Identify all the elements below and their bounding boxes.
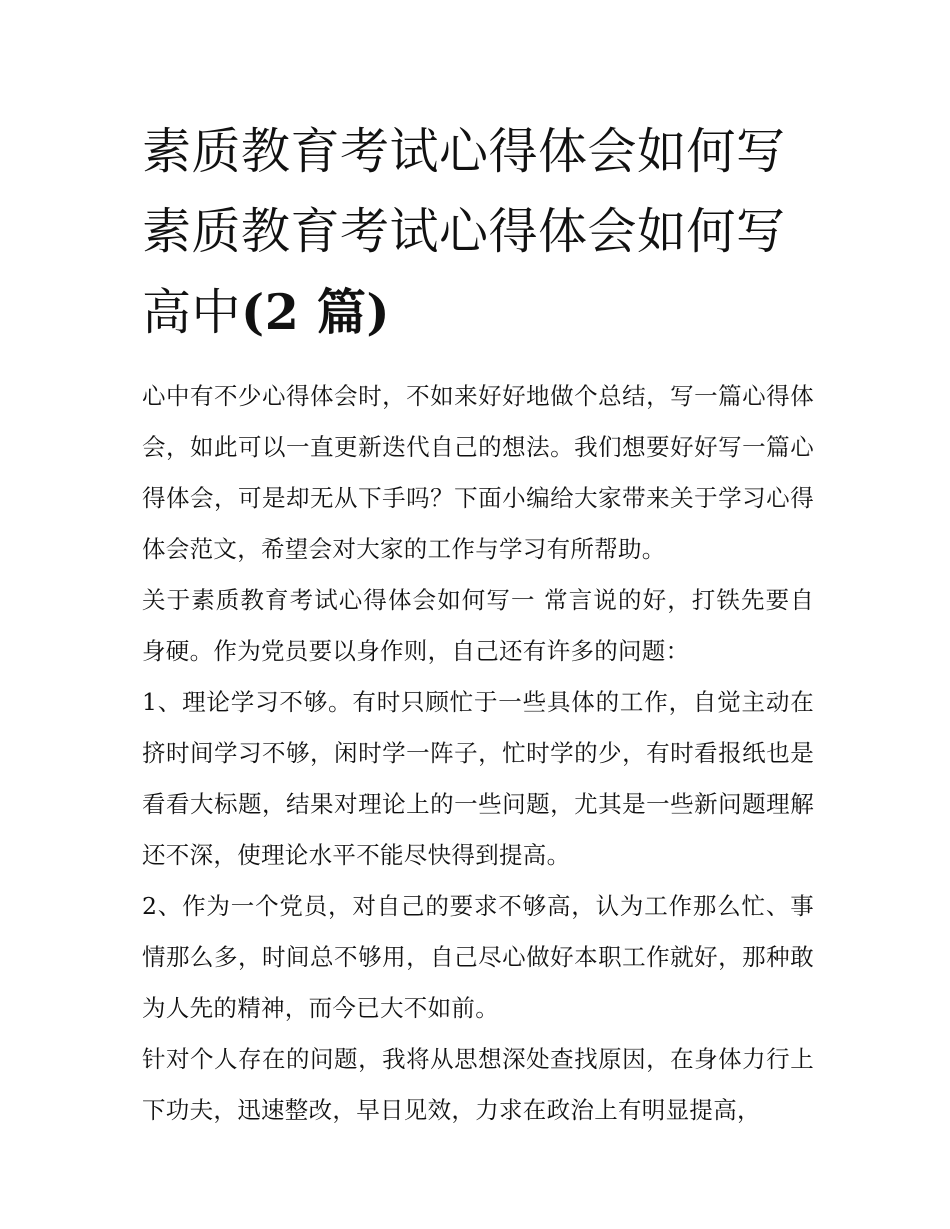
- title-line-3: 高中: [142, 284, 242, 341]
- title-line-2: 素质教育考试心得体会如何写: [142, 203, 786, 260]
- title-article-count: (2 篇): [241, 283, 391, 341]
- document-title: [142, 0, 814, 353]
- paragraph-intro: 心中有不少心得体会时，不如来好好地做个总结，写一篇心得体会，如此可以一直更新迭代自己的想法。我们想要好好写一篇心得体会，可是却无从下手吗？下面小编给大家带来关于学习心得体会范文，希望会对大家的工作与学习有所帮助。: [142, 382, 814, 563]
- paragraph-remedy: 针对个人存在的问题，我将从思想深处查找原因，在身体力行上下功夫，迅速整改，早日见效，力求在政治上有明显提高，: [142, 1045, 814, 1124]
- document-page: [142, 0, 814, 1136]
- paragraph-point-1: 1、理论学习不够。有时只顾忙于一些具体的工作，自觉主动在挤时间学习不够，闲时学一阵子，忙时学的少，有时看报纸也是看看大标题，结果对理论上的一些问题，尤其是一些新问题理解还不深，使理论水平不能尽快得到提高。: [142, 688, 814, 869]
- paragraph-section-heading: 关于素质教育考试心得体会如何写一 常言说的好，打铁先要自身硬。作为党员要以身作则，自己还有许多的问题：: [142, 586, 814, 665]
- paragraph-point-2: 2、作为一个党员，对自己的要求不够高，认为工作那么忙、事情那么多，时间总不够用，自己尽心做好本职工作就好，那种敢为人先的精神，而今已大不如前。: [142, 892, 814, 1022]
- document-body: [142, 371, 814, 1136]
- title-line-1: 素质教育考试心得体会如何写: [142, 123, 786, 180]
